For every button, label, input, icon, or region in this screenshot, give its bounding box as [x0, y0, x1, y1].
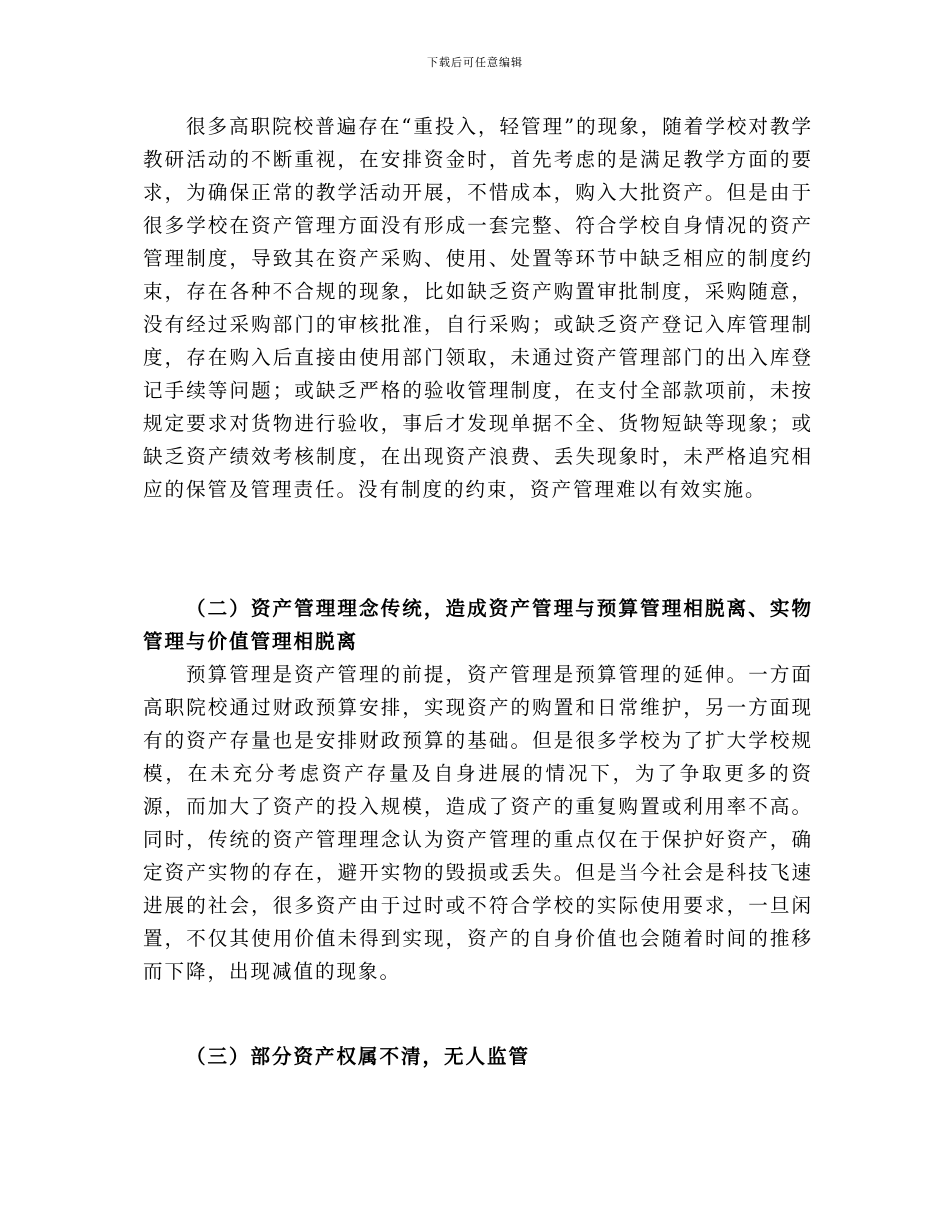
paragraph-2: 预算管理是资产管理的前提，资产管理是预算管理的延伸。一方面高职院校通过财政预算安排，实现资产的购置和日常维护，另一方面现有的资产存量也是安排财政预算的基础。但是很多学校为了扩大学校规模，在未充分考虑资产存量及自身进展的情况下，为了争取更多的资源，而加大了资产的投入规模，造成了资产的重复购置或利用率不高。同时，传统的资产管理理念认为资产管理的重点仅在于保护好资产，确定资产实物的存在，避开实物的毁损或丢失。但是当今社会是科技飞速进展的社会，很多资产由于过时或不符合学校的实际使用要求，一旦闲置，不仅其使用价值未得到实现，资产的自身价值也会随着时间的推移而下降，出现减值的现象。 — [143, 663, 813, 983]
heading-2-block — [143, 592, 813, 658]
paragraph-1-block — [143, 110, 813, 506]
page-header-note: 下载后可任意编辑 — [427, 56, 523, 69]
section-heading-2: （二）资产管理理念传统，造成资产管理与预算管理相脱离、实物管理与价值管理相脱离 — [143, 597, 813, 653]
paragraph-2-block — [143, 658, 813, 988]
heading-3-block — [143, 1040, 813, 1073]
section-heading-3: （三）部分资产权属不清，无人监管 — [186, 1045, 531, 1068]
paragraph-1: 很多高职院校普遍存在“重投入，轻管理”的现象，随着学校对教学教研活动的不断重视，在安排资金时，首先考虑的是满足教学方面的要求，为确保正常的教学活动开展，不惜成本，购入大批资产。但是由于很多学校在资产管理方面没有形成一套完整、符合学校自身情况的资产管理制度，导致其在资产采购、使用、处置等环节中缺乏相应的制度约束，存在各种不合规的现象，比如缺乏资产购置审批制度，采购随意，没有经过采购部门的审核批准，自行采购；或缺乏资产登记入库管理制度，存在购入后直接由使用部门领取，未通过资产管理部门的出入库登记手续等问题；或缺乏严格的验收管理制度，在支付全部款项前，未按规定要求对货物进行验收，事后才发现单据不全、货物短缺等现象；或缺乏资产绩效考核制度，在出现资产浪费、丢失现象时，未严格追究相应的保管及管理责任。没有制度的约束，资产管理难以有效实施。 — [143, 115, 813, 501]
